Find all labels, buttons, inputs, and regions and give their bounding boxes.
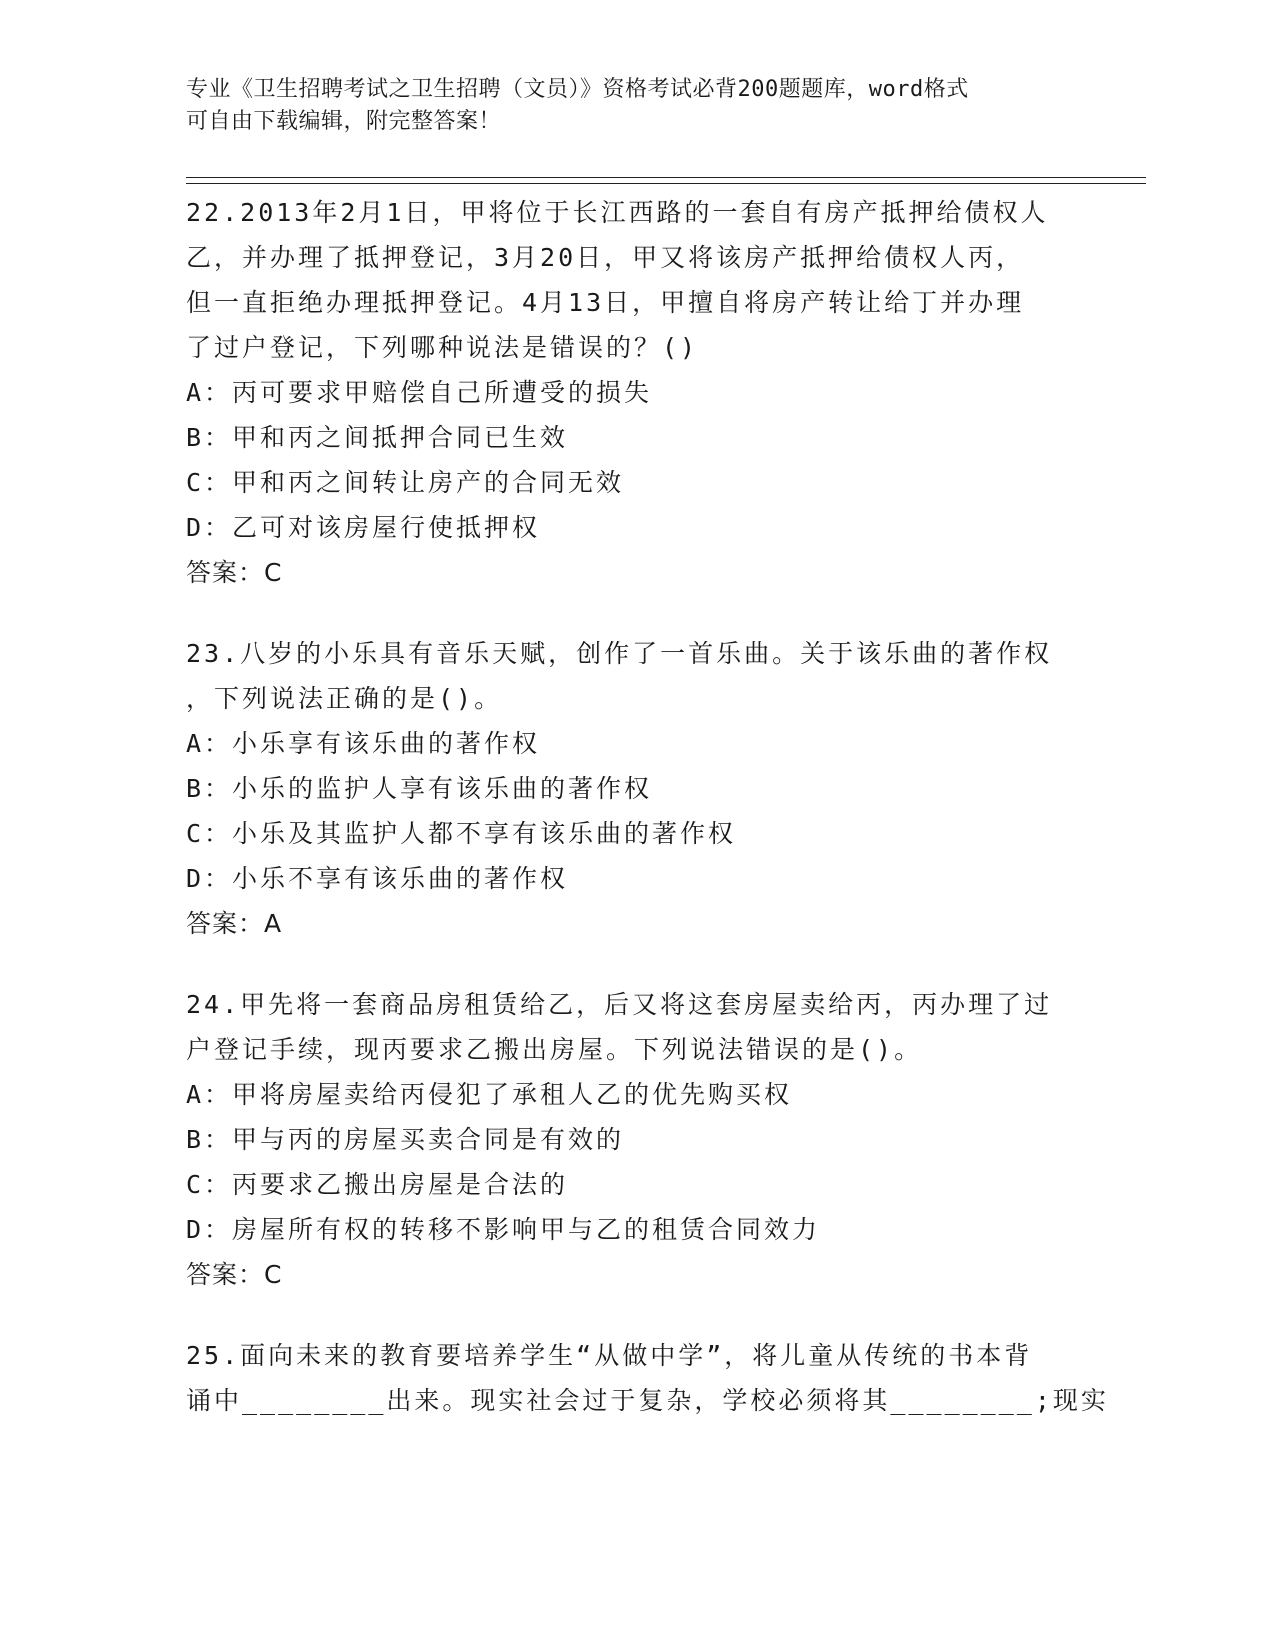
stem-line: 乙，并办理了抵押登记，3月20日，甲又将该房产抵押给债权人丙，: [186, 243, 1025, 272]
header-divider-top: [186, 177, 1146, 178]
question-stem: [186, 982, 1086, 1072]
option-d: D：乙可对该房屋行使抵押权: [186, 513, 541, 542]
option-a: A：小乐享有该乐曲的著作权: [186, 729, 541, 758]
question-stem: [186, 190, 1086, 370]
answer-line: 答案：A: [186, 909, 283, 938]
stem-line: ，下列说法正确的是()。: [186, 684, 503, 713]
option-b: B：甲和丙之间抵押合同已生效: [186, 423, 569, 452]
question-stem: [186, 1333, 1109, 1423]
question-stem: [186, 631, 1086, 721]
stem-line: 但一直拒绝办理抵押登记。4月13日，甲擅自将房产转让给丁并办理: [186, 288, 1025, 317]
stem-line: 25.面向未来的教育要培养学生“从做中学”，将儿童从传统的书本背: [186, 1341, 1033, 1370]
stem-line: 户登记手续，现丙要求乙搬出房屋。下列说法错误的是()。: [186, 1035, 923, 1064]
option-b: B：小乐的监护人享有该乐曲的著作权: [186, 774, 653, 803]
header-line-2: 可自由下载编辑，附完整答案！: [186, 109, 502, 134]
stem-line: 23.八岁的小乐具有音乐天赋，创作了一首乐曲。关于该乐曲的著作权: [186, 639, 1053, 668]
option-c: C：小乐及其监护人都不享有该乐曲的著作权: [186, 819, 737, 848]
option-a: A：丙可要求甲赔偿自己所遭受的损失: [186, 378, 653, 407]
option-d: D：小乐不享有该乐曲的著作权: [186, 864, 569, 893]
question-22: [186, 190, 1086, 595]
question-list: [186, 190, 1109, 1459]
option-b: B：甲与丙的房屋买卖合同是有效的: [186, 1125, 625, 1154]
question-23: [186, 631, 1086, 946]
option-a: A：甲将房屋卖给丙侵犯了承租人乙的优先购买权: [186, 1080, 793, 1109]
option-c: C：甲和丙之间转让房产的合同无效: [186, 468, 625, 497]
question-24: [186, 982, 1086, 1297]
header-line-1: 专业《卫生招聘考试之卫生招聘（文员）》资格考试必背200题题库，word格式: [186, 77, 969, 102]
stem-line: 了过户登记，下列哪种说法是错误的？(): [186, 333, 699, 362]
stem-line: 22.2013年2月1日，甲将位于长江西路的一套自有房产抵押给债权人: [186, 198, 1049, 227]
answer-line: 答案：C: [186, 1260, 283, 1289]
option-d: D：房屋所有权的转移不影响甲与乙的租赁合同效力: [186, 1215, 821, 1244]
stem-line: 24.甲先将一套商品房租赁给乙，后又将这套房屋卖给丙，丙办理了过: [186, 990, 1053, 1019]
header-divider-bottom: [186, 183, 1146, 184]
document-header: [186, 74, 1086, 138]
option-c: C：丙要求乙搬出房屋是合法的: [186, 1170, 569, 1199]
stem-line: 诵中________出来。现实社会过于复杂，学校必须将其________;现实: [186, 1386, 1109, 1415]
question-25: [186, 1333, 1109, 1423]
answer-line: 答案：C: [186, 558, 283, 587]
